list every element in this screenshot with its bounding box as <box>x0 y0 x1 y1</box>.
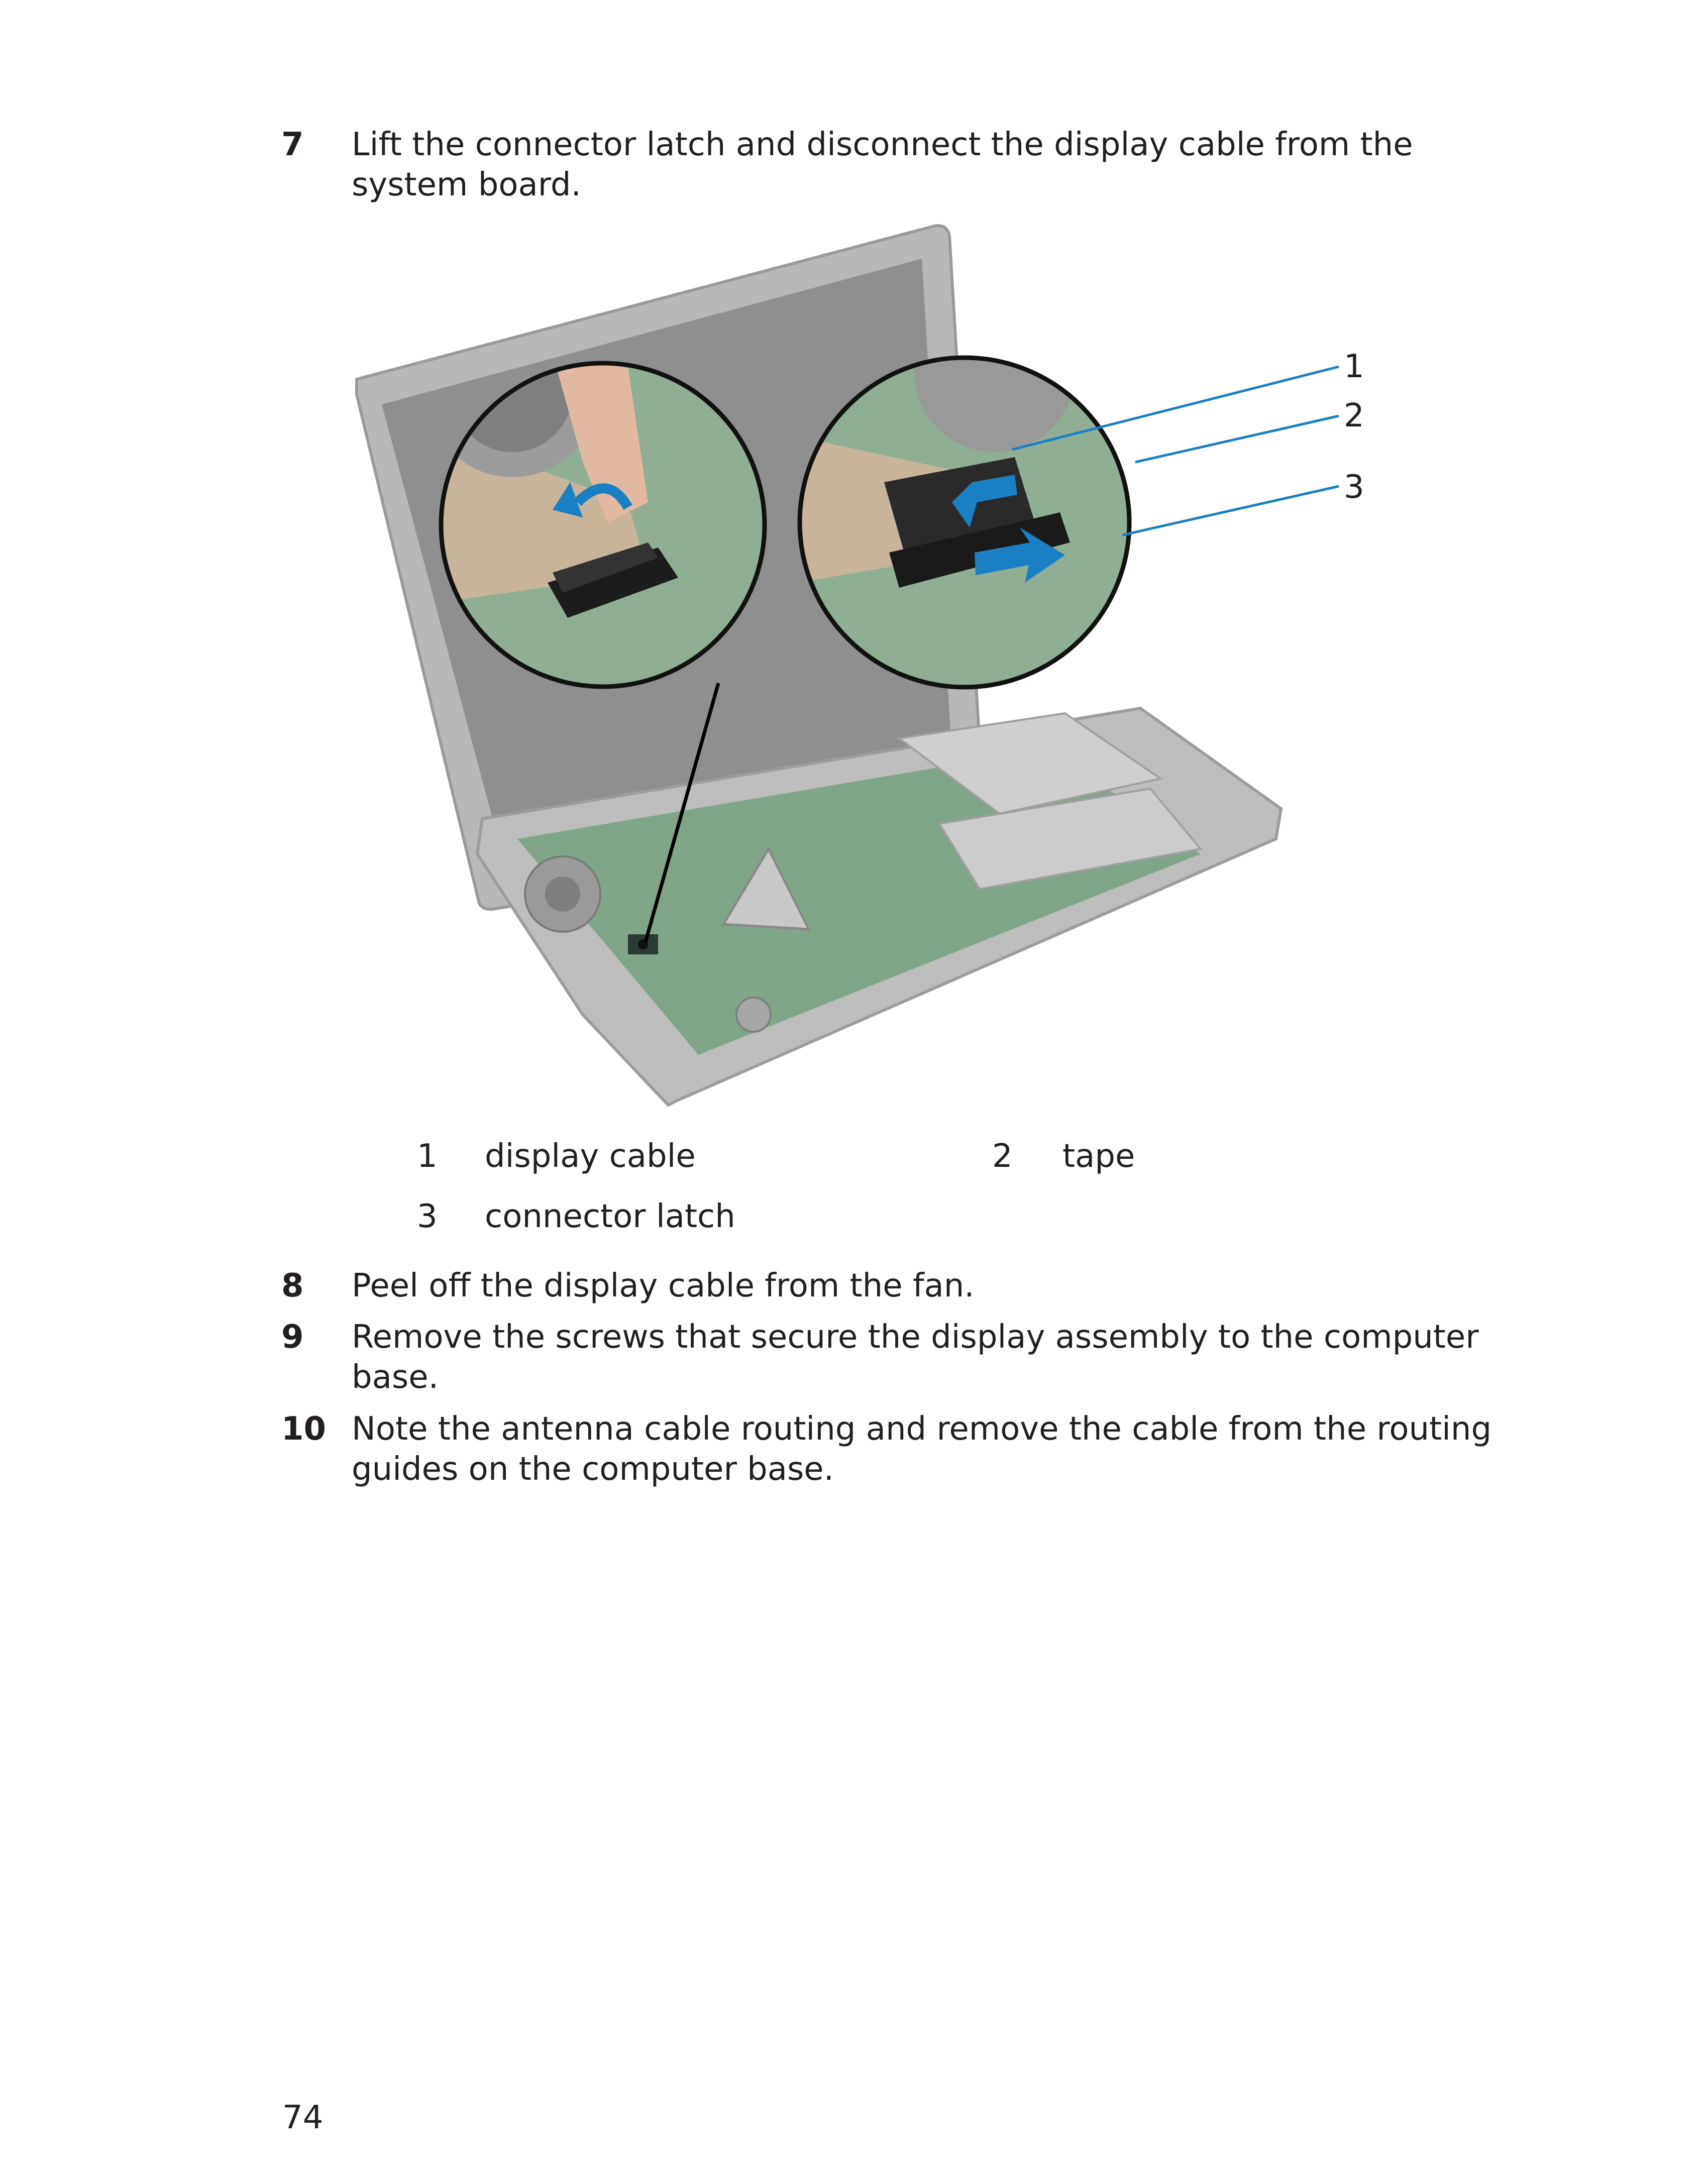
step-text: Lift the connector latch and disconnect the display cable from the system board. <box>352 126 1413 203</box>
step-text: Peel off the display cable from the fan. <box>352 1267 975 1304</box>
step-number: 7 <box>281 126 304 163</box>
legend-label: tape <box>1062 1138 1135 1175</box>
legend-number: 3 <box>417 1198 438 1235</box>
laptop-figure <box>347 221 1371 1110</box>
legend-label: connector latch <box>485 1198 735 1235</box>
legend-number: 1 <box>417 1138 438 1175</box>
legend-number: 2 <box>992 1138 1013 1175</box>
laptop-illustration <box>347 221 1371 1110</box>
callout-number: 1 <box>1344 348 1364 385</box>
callout-number: 2 <box>1344 397 1364 434</box>
step-number: 8 <box>281 1267 304 1304</box>
step-number: 10 <box>281 1410 327 1448</box>
page-number: 74 <box>282 2099 324 2136</box>
legend-label: display cable <box>485 1138 696 1175</box>
step-text: Note the antenna cable routing and remove the cable from the routing guides on the computer base. <box>352 1410 1492 1488</box>
step-number: 9 <box>281 1319 304 1356</box>
callout-number: 3 <box>1344 469 1364 506</box>
step-text: Remove the screws that secure the display assembly to the computer base. <box>352 1319 1479 1396</box>
